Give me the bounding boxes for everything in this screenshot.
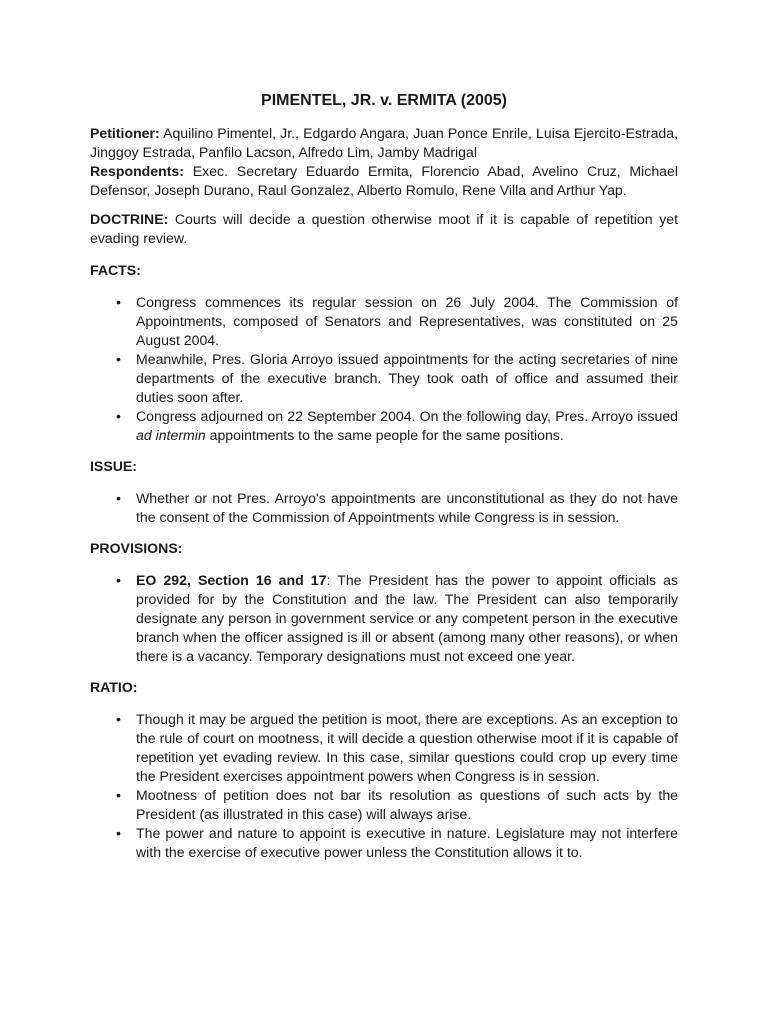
doctrine-label: DOCTRINE: [90,211,169,227]
provisions-heading: PROVISIONS: [90,540,183,556]
list-item [90,824,678,862]
doctrine-text: Courts will decide a question otherwise moot if it is capable of repetition yet evading review. [90,211,678,246]
list-item [90,407,678,445]
bullet-icon: • [116,711,121,727]
respondents-line [90,162,678,200]
list-item [90,571,678,666]
bullet-icon: • [116,490,121,506]
doctrine-block [90,210,678,248]
fact-text: Meanwhile, Pres. Gloria Arroyo issued appointments for the acting secretaries of nine departments of the executive branch. They took oath of office and assumed their duties soon after. [136,351,678,405]
bullet-icon: • [116,351,121,367]
bullet-icon: • [116,408,121,424]
fact-text-after: appointments to the same people for the same positions. [205,427,564,443]
list-item [90,710,678,786]
ratio-list [90,710,678,862]
ratio-heading: RATIO: [90,679,138,695]
bullet-icon: • [116,294,121,310]
list-item [90,489,678,527]
parties-block [90,124,678,200]
issue-heading: ISSUE: [90,458,137,474]
case-title: PIMENTEL, JR. v. ERMITA (2005) [261,92,507,109]
issue-list [90,489,678,527]
provisions-list [90,571,678,666]
petitioner-text: Aquilino Pimentel, Jr., Edgardo Angara, Juan Ponce Enrile, Luisa Ejercito-Estrada, Jinggoy Estrada, Panfilo Lacson, Alfredo Lim, Jamby Madrigal [90,125,678,160]
list-item [90,350,678,407]
petitioner-line [90,124,678,162]
issue-text: Whether or not Pres. Arroyo's appointments are unconstitutional as they do not have the consent of the Commission of Appointments while Congress is in session. [136,490,678,525]
facts-heading: FACTS: [90,262,141,278]
fact-italic-term: ad intermin [136,427,206,443]
facts-list [90,293,678,445]
ratio-text: The power and nature to appoint is executive in nature. Legislature may not interfere with the exercise of executive power unless the Constitution allows it to. [136,825,678,860]
fact-text: Congress commences its regular session on 26 July 2004. The Commission of Appointments, composed of Senators and Representatives, was constituted on 25 August 2004. [136,294,678,348]
bullet-icon: • [116,787,121,803]
provision-citation: EO 292, Section 16 and 17 [136,572,327,588]
bullet-icon: • [116,825,121,841]
ratio-text: Though it may be argued the petition is moot, there are exceptions. As an exception to the rule of court on mootness, it will decide a question otherwise moot if it is capable of repetition yet evading review. In this case, similar questions could crop up every time the President exercises appointment powers when Congress is in session. [136,711,678,784]
petitioner-label: Petitioner: [90,125,160,141]
respondents-label: Respondents: [90,163,184,179]
respondents-text: Exec. Secretary Eduardo Ermita, Florencio Abad, Avelino Cruz, Michael Defensor, Joseph Durano, Raul Gonzalez, Alberto Romulo, Rene Villa and Arthur Yap. [90,163,678,198]
list-item [90,786,678,824]
ratio-text: Mootness of petition does not bar its resolution as questions of such acts by the President (as illustrated in this case) will always arise. [136,787,678,822]
list-item [90,293,678,350]
bullet-icon: • [116,572,121,588]
fact-text: Congress adjourned on 22 September 2004. On the following day, Pres. Arroyo issued [136,408,678,424]
doctrine-line [90,210,678,248]
provision-text: : The President has the power to appoint officials as provided for by the Constitution and the law. The President can also temporarily designate any person in government service or any competent person in the executive branch when the officer assigned is ill or absent (among many other reasons), or when there is a vacancy. Temporary designations must not exceed one year. [136,572,678,664]
